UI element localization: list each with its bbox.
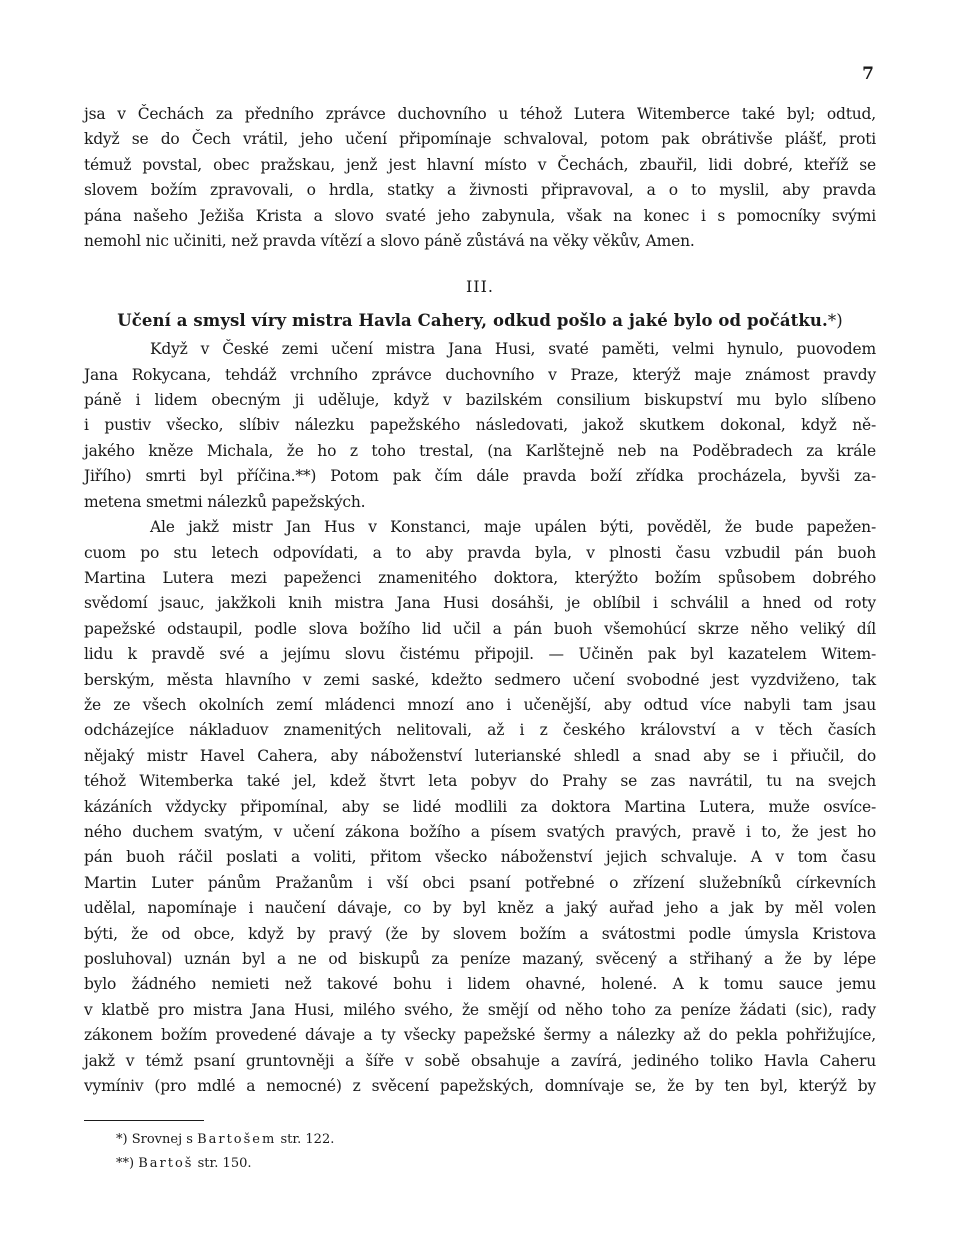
text-line: témuž povstal, obec pražskau, jenž jest hlavní místo v Čechách, zbauřil, lidi dobré, kteříž se (84, 155, 876, 174)
intro-paragraph (84, 102, 876, 254)
text-line: jakého kněze Michala, že ho z toho trestal, (na Karlštejně neb na Poděbradech za krále (84, 441, 876, 460)
text-line: zákonem božím provedené dávaje a ty všecky papežské šermy a nálezky až do pekla pohřižujíce, (84, 1026, 876, 1045)
text-line: vymíniv (pro mdlé a nemocné) z svěcení papežských, domnívaje se, že by ten byl, kterýž by (84, 1077, 876, 1096)
text-line: když se do Čech vrátil, jeho učení připomínaje schvaloval, potom pak obrátivše plášť, proti (84, 130, 876, 149)
text-line: nějaký mistr Havel Cahera, aby náboženství luterianské shledl a snad aby se i přiučil, do (84, 746, 876, 765)
text-line: nemohl nic učiniti, než pravda vítězí a slovo páně zůstává na věky věkův, Amen. (84, 232, 695, 251)
footnote-mark: **) (116, 1156, 135, 1171)
text-line: Jiřího) smrti byl příčina.**) Potom pak čím dále pravda boží zřídka procházela, byvši za- (84, 467, 876, 486)
footnote-author: Bartoš (138, 1156, 194, 1171)
text-line: pána našeho Ježiša Krista a slovo svaté jeho zabynula, však na konec i s pomocníky svými (84, 206, 876, 225)
text-line: odcházejíce nákladuov znamenitých nelitovali, až i z českého království a v těch časích (84, 721, 876, 740)
text-line: papežské odstaupil, podle slova božího lid učil a pán buoh všemohúcí skrze něho veliký díl (84, 619, 876, 638)
text-line: udělal, napomínaje i naučení dávaje, co by byl kněz a jaký auřad jeho a jak by měl volen (84, 899, 876, 918)
text-line: cuom po stu letech odpovídati, a to aby pravda byla, v plnosti času vzbudil pán buoh (84, 543, 876, 562)
text-line: téhož Witemberka také jel, kdež štvrt leta pobyv do Prahy se zas navrátil, tu na svejch (84, 772, 876, 791)
footnote-mark: *) (116, 1132, 128, 1147)
footnote-page: str. 122. (280, 1132, 335, 1147)
text-line: ného duchem svatým, v učení zákona božího a písem svatých pravých, pravě i to, že jest ho (84, 822, 876, 841)
text-line: jsa v Čechách za předního zprávce duchovního u téhož Lutera Witemberce také byl; odtud, (84, 105, 876, 123)
text-line: i pustiv všecko, slíbiv nálezku papežského následovati, jakož skutkem dokonal, když ně- (84, 416, 876, 435)
footnote-1 (116, 1128, 334, 1152)
text-line: berským, města hlavního v zemi saské, kdežto sedmero učení svobodné jest vyzdviženo, tak (84, 670, 876, 689)
text-line: Martina Lutera mezi papeženci znamenitého doktora, kterýžto božím spůsobem dobrého (84, 568, 876, 587)
footnote-divider (84, 1120, 204, 1121)
paragraph-1 (84, 337, 876, 515)
text-line: páně i lidem obecným ji uděluje, když v bazilském consilium biskupství mu bylo slíbeno (84, 391, 876, 410)
paragraph-2 (84, 515, 876, 1099)
section-title-text: Učení a smysl víry mistra Havla Cahery, odkud pošlo a jaké bylo od počátku. (117, 310, 828, 330)
footnote-author: Bartošem (197, 1132, 277, 1147)
text-line: jakž v témž psaní gruntovněji a šíře v sobě obsahuje a zavírá, jediného toliko Havla Caheru (84, 1051, 876, 1070)
footnotes (116, 1128, 334, 1176)
text-line: slovem božím zpravovali, o hrdla, statky a živnosti připravoval, a o to myslil, aby pravda (84, 181, 876, 200)
section-title (84, 308, 876, 333)
footnote-page: str. 150. (197, 1156, 252, 1171)
text-line: bylo žádného nemieti než takové bohu i lidem ohavné, holené. A k tomu sauce jemu (84, 975, 876, 994)
footnote-2 (116, 1152, 334, 1176)
text-line: posluhoval) uznán byl a ne od biskupů za peníze mazaný, svěcený a střihaný a že by lépe (84, 950, 876, 968)
text-line: Ale jakž mistr Jan Hus v Konstanci, maje upálen býti, pověděl, že bude papežen- (150, 518, 876, 537)
footnote-text: Srovnej s (131, 1132, 193, 1147)
text-line: metena smetmi nálezků papežských. (84, 492, 366, 511)
text-line: lidu k pravdě své a jejímu slovu čistému připojil. — Učiněn pak byl kazatelem Witem- (84, 645, 876, 664)
text-line: pán buoh ráčil poslati a voliti, přitom všecko náboženství jejich schvaluje. A v tom času (84, 848, 876, 867)
text-line: že ze všech okolních zemí mládenci mnozí ano i učenější, aby odtud více nabyli tam jsau (84, 695, 876, 714)
page-number: 7 (862, 64, 874, 84)
text-line: Martin Luter pánům Pražanům i vší obci psaní potřebné o zřízení služebníků církevních (84, 873, 876, 892)
section-number: III. (465, 277, 495, 297)
footnote-reference: *) (827, 310, 843, 330)
text-line: kázáních vždycky připomínal, aby se lidé modlili za doktora Martina Lutera, muže osvíce- (84, 797, 876, 816)
text-line: svědomí jsauc, jakžkoli knih mistra Jana Husi dosáhši, je oblíbil i schválil a hned od roty (84, 594, 876, 613)
body-text (84, 102, 876, 1099)
text-line: Když v České zemi učení mistra Jana Husi, svaté paměti, velmi hynulo, puovodem (150, 340, 876, 359)
text-line: v klatbě pro mistra Jana Husi, milého svého, že smějí od něho toho za peníze žádati (sic), rady (84, 1000, 876, 1019)
text-line: Jana Rokycana, tehdáž vrchního zprávce duchovního v Praze, kterýž maje známost pravdy (84, 365, 876, 384)
text-line: býti, že od obce, když by pravý (že by slovem božím a svátostmi podle úmysla Kristova (84, 924, 876, 943)
